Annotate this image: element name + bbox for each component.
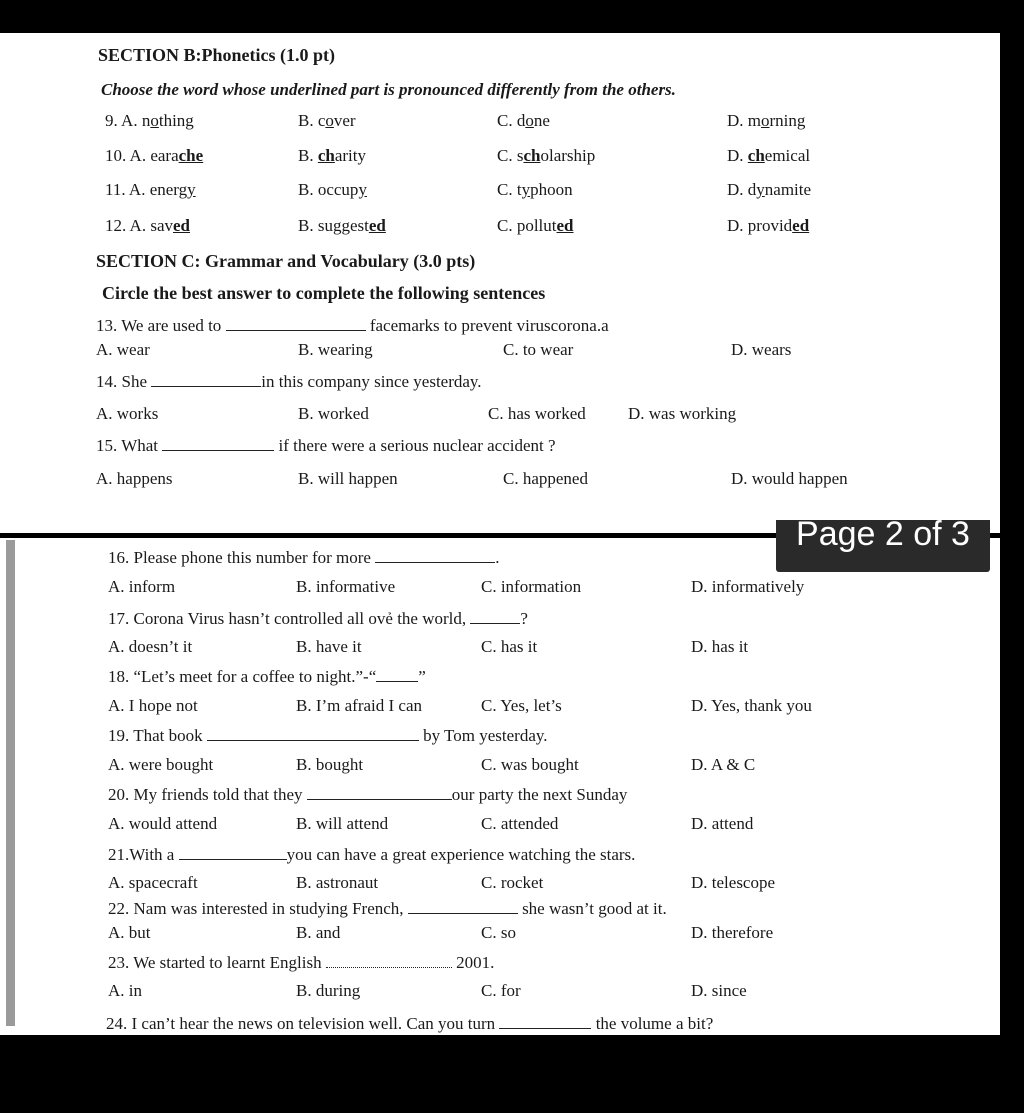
question-stem [108,844,635,865]
answer-option: B. during [296,981,361,1000]
page-indicator: Page 2 of 3 [776,520,990,572]
question-text: 20. My friends told that they [108,785,307,804]
question-text: 22. Nam was interested in studying French, [108,899,408,918]
option-text: D. [727,146,748,165]
answer-option: D. telescope [691,873,776,892]
answer-blank [207,725,419,741]
answer-option: C. attended [481,814,559,833]
answer-option: A. doesn’t it [108,637,193,656]
phonetics-option [497,146,595,166]
answer-option: D. wears [731,340,792,359]
option-text: C. d [497,111,526,130]
phonetics-option [497,111,550,131]
phonetics-option [105,111,194,131]
option-text: 9. A. n [105,111,151,130]
answer-option: A. but [108,923,151,942]
answer-blank [499,1013,591,1029]
answer-option: C. so [481,923,516,942]
answer-blank [307,784,452,800]
question-stem [96,315,609,336]
answer-option: B. will attend [296,814,389,833]
option-text: 11. A. energ [105,180,188,199]
question-text: in this company since yesterday. [261,372,482,391]
answer-option: D. Yes, thank you [691,696,812,715]
phonetics-option [105,180,196,200]
answer-option: B. have it [296,637,362,656]
option-text: namite [764,180,812,199]
underlined-part: y [358,180,367,199]
option-text: ver [333,111,356,130]
answer-option: C. was bought [481,755,579,774]
option-text: C. s [497,146,524,165]
cut-off-line [100,1010,1000,1035]
option-text: 12. A. sav [105,216,173,235]
page-scroll-edge [6,540,15,1026]
answer-option: D. attend [691,814,754,833]
option-text: C. pollut [497,216,557,235]
answer-option: C. has worked [488,404,586,423]
answer-option: D. informatively [691,577,805,596]
underlined-part: o [150,111,159,130]
option-text: C. t [497,180,522,199]
question-text: 14. She [96,372,152,391]
phonetics-option [105,216,190,236]
phonetics-option [727,111,805,131]
underlined-part: o [325,111,334,130]
underlined-part: y [756,180,765,199]
underlined-part: che [178,146,204,165]
phonetics-option [727,216,809,236]
answer-option: A. wear [96,340,150,359]
answer-option: D. was working [628,404,737,423]
option-text: D. m [727,111,761,130]
question-text: 18. “Let’s meet for a coffee to night.”-“ [108,667,377,686]
question-text: 23. We started to learnt English [108,953,326,972]
option-text: rning [769,111,806,130]
answer-option: C. information [481,577,582,596]
answer-blank [162,435,274,451]
question-text: 15. What [96,436,163,455]
question-stem [108,725,548,746]
underlined-part: ch [523,146,541,165]
answer-option: D. would happen [731,469,848,488]
question-text: 24. I can’t hear the news on television well. Can you turn [106,1014,500,1033]
answer-option: B. informative [296,577,396,596]
answer-blank [376,666,418,682]
underlined-part: ed [173,216,190,235]
answer-option: C. happened [503,469,588,488]
question-text: by Tom yesterday. [418,726,548,745]
question-text: our party the next Sunday [451,785,628,804]
section-b-title: SECTION B:Phonetics (1.0 pt) [98,45,336,65]
option-text: B. [298,146,318,165]
question-text: the volume a bit? [591,1014,714,1033]
answer-option: A. I hope not [108,696,198,715]
answer-option: B. worked [298,404,369,423]
phonetics-option [497,180,573,200]
phonetics-option [298,180,367,200]
question-stem [96,435,556,456]
question-stem [108,666,426,687]
question-stem [106,1013,713,1034]
phonetics-option [497,216,574,236]
option-text: D. provid [727,216,793,235]
phonetics-option [727,146,810,166]
phonetics-option [105,146,203,166]
answer-option: A. would attend [108,814,218,833]
answer-blank [326,952,452,968]
question-stem [108,898,667,919]
underlined-part: ed [792,216,810,235]
question-text: . [495,548,500,567]
answer-option: D. A & C [691,755,756,774]
question-text: if there were a serious nuclear accident ? [274,436,556,455]
answer-option: A. happens [96,469,173,488]
question-text: facemarks to prevent viruscorona.a [365,316,609,335]
question-text: 21.With a [108,845,179,864]
phonetics-option [298,111,356,131]
phonetics-option [727,180,811,200]
section-b-instruction: Choose the word whose underlined part is pronounced differently from the others. [101,80,676,99]
section-c-instruction: Circle the best answer to complete the following sentences [102,283,546,303]
option-text: thing [158,111,194,130]
answer-option: A. were bought [108,755,214,774]
option-text: B. suggest [298,216,369,235]
answer-option: B. will happen [298,469,398,488]
underlined-part: ed [368,216,386,235]
question-text: 2001. [451,953,495,972]
answer-blank [226,315,366,331]
answer-option: A. inform [108,577,176,596]
phonetics-option [298,216,386,236]
answer-option: B. bought [296,755,364,774]
question-stem [108,952,494,973]
question-stem [108,547,499,568]
answer-option: C. for [481,981,521,1000]
option-text: ne [533,111,550,130]
underlined-part: o [761,111,770,130]
answer-option: B. I’m afraid I can [296,696,423,715]
question-text: 16. Please phone this number for more [108,548,376,567]
answer-option: A. spacecraft [108,873,198,892]
question-text: ” [418,667,426,686]
question-text: 13. We are used to [96,316,226,335]
question-text: 17. Corona Virus hasn’t controlled all ovẻ the world, [108,609,471,628]
underlined-part: ed [556,216,574,235]
answer-blank [375,547,495,563]
answer-option: C. Yes, let’s [481,696,562,715]
answer-option: A. works [96,404,159,423]
section-c-title: SECTION C: Grammar and Vocabulary (3.0 pts) [96,251,476,271]
question-stem [108,608,528,629]
question-stem [96,371,482,392]
answer-option: D. since [691,981,747,1000]
answer-option: D. has it [691,637,749,656]
option-text: phoon [530,180,573,199]
underlined-part: ch [747,146,765,165]
answer-option: D. therefore [691,923,774,942]
option-text: D. d [727,180,757,199]
answer-option: B. astronaut [296,873,379,892]
answer-option: C. to wear [503,340,574,359]
phonetics-option [298,146,366,166]
option-text: B. occup [298,180,359,199]
answer-option: B. wearing [298,340,373,359]
question-text: she wasn’t good at it. [517,899,667,918]
option-text: olarship [540,146,596,165]
question-text: ? [520,609,528,628]
option-text: 10. A. eara [105,146,179,165]
underlined-part: y [187,180,196,199]
question-stem [108,784,627,805]
answer-option: B. and [296,923,341,942]
answer-option: A. in [108,981,142,1000]
answer-blank [470,608,520,624]
question-text: you can have a great experience watching the stars. [286,845,636,864]
underlined-part: o [525,111,534,130]
answer-blank [151,371,261,387]
answer-blank [408,898,518,914]
answer-option: C. has it [481,637,538,656]
option-text: emical [764,146,811,165]
option-text: B. c [298,111,326,130]
answer-blank [179,844,287,860]
option-text: arity [334,146,366,165]
underlined-part: ch [317,146,335,165]
underlined-part: y [521,180,531,199]
answer-option: C. rocket [481,873,544,892]
question-text: 19. That book [108,726,207,745]
